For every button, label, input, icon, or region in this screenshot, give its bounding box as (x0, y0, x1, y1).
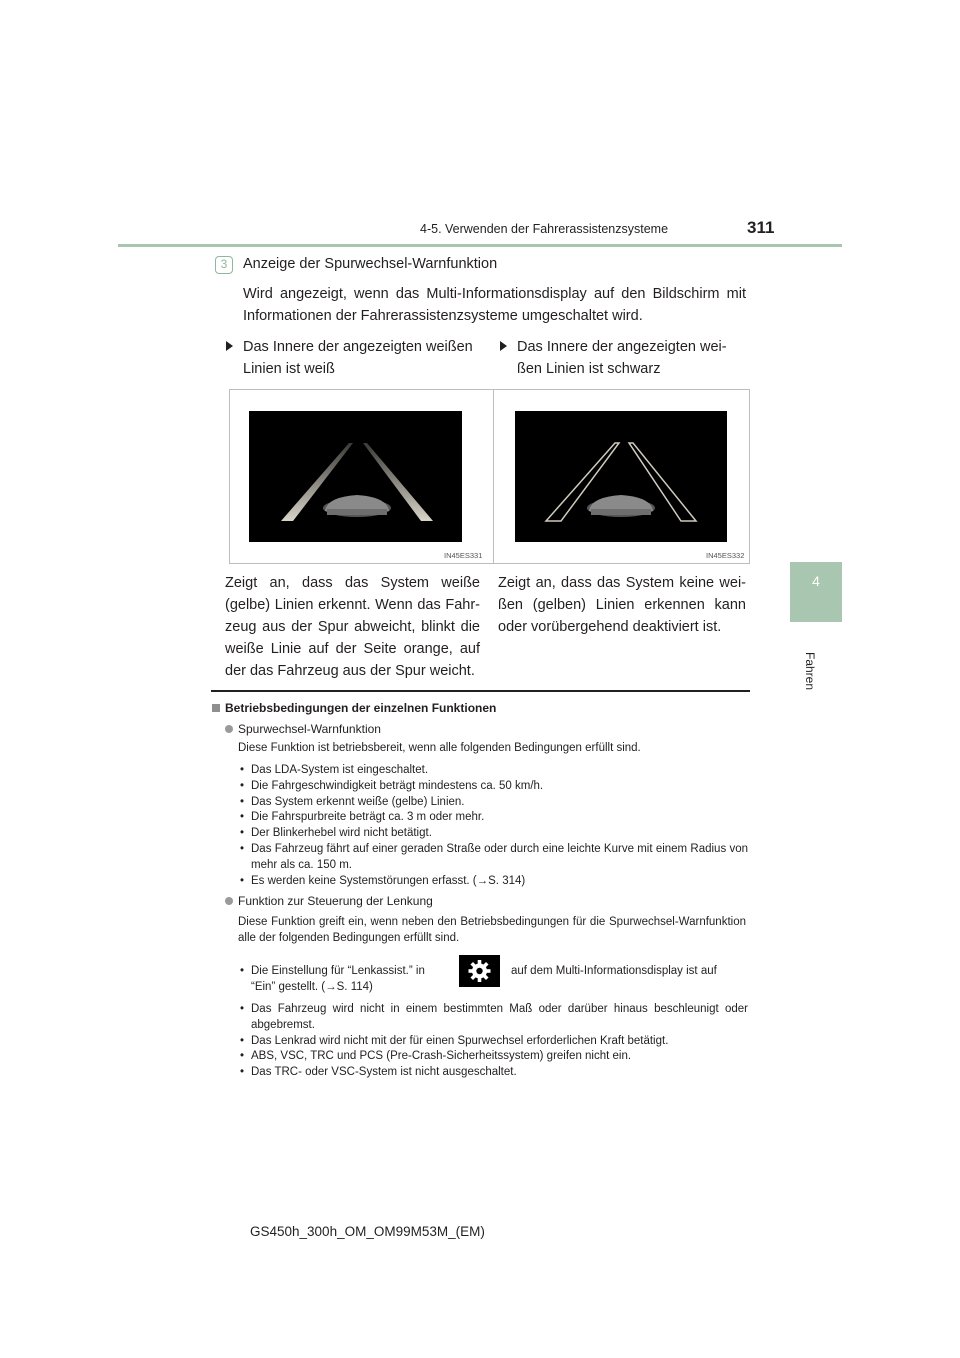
triangle-bullet-icon (226, 341, 233, 351)
item-title: Anzeige der Spurwechsel-Warnfunktion (243, 256, 498, 272)
right-column-heading (517, 336, 745, 380)
subsection-heading (225, 722, 381, 736)
subsection-intro: Diese Funktion greift ein, wenn neben den Betriebsbedingungen für die Spurwechsel-Warnfunktion alle der folgenden Bedingungen erfüllt sind. (238, 916, 746, 944)
figure-code: IN45ES331 (444, 551, 483, 560)
list-item: • ABS, VSC, TRC und PCS (Pre-Crash-Sicherheitssystem) greifen nicht ein. (238, 1049, 748, 1065)
header-section-title: 4-5. Verwenden der Fahrerassistenzsysteme (420, 222, 669, 236)
list-item: • Das Lenkrad wird nicht mit der für einen Spurwechsel erforderlichen Kraft betätigt. (238, 1034, 748, 1050)
list-item: • Das Fahrzeug wird nicht in einem bestimmten Maß oder darüber hinaus beschleunigt oder abgebremst. (238, 1002, 748, 1034)
subsection-heading-text: Spurwechsel-Warnfunktion (238, 722, 381, 736)
list-item: • Das LDA-System ist eingeschaltet. (238, 763, 748, 779)
section-title (212, 701, 496, 715)
left-column-heading-text: Das Innere der angezeigten weißen Linien ist weiß (243, 339, 473, 377)
list-item: • Das System erkennt weiße (gelbe) Linien. (238, 795, 748, 811)
list-item-text: Die Einstellung für “Lenkassist.” in (251, 965, 425, 977)
right-column-text: Zeigt an, dass das System keine wei-ßen (gelben) Linien erkennen kann oder vorübergehend deaktiviert ist. (498, 575, 746, 635)
chapter-label: Fahren (803, 652, 817, 691)
lane-display-icon (515, 411, 727, 542)
list-item: • Es werden keine Systemstörungen erfasst. (→S. 314) (238, 874, 748, 890)
footer-model-code: GS450h_300h_OM_OM99M53M_(EM) (250, 1224, 485, 1239)
section-divider (211, 690, 750, 692)
right-column-heading-text: Das Innere der angezeigten wei-ßen Linien ist schwarz (517, 339, 727, 377)
list-item-text: auf dem Multi-Informationsdisplay ist auf (511, 965, 717, 977)
chapter-number: 4 (812, 573, 820, 589)
circle-bullet-icon (225, 897, 233, 905)
list-item: • Der Blinkerhebel wird nicht betätigt. (238, 826, 748, 842)
list-item-text: “Ein” gestellt. (→S. 114) (251, 981, 373, 993)
condition-list (238, 1002, 748, 1081)
list-item: • Die Fahrspurbreite beträgt ca. 3 m oder mehr. (238, 810, 748, 826)
chapter-tab (790, 562, 842, 622)
triangle-bullet-icon (500, 341, 507, 351)
gear-icon (459, 955, 500, 987)
left-column-text: Zeigt an, dass das System weiße (gelbe) Linien erkennt. Wenn das Fahr-zeug aus der Spur abweicht, blinkt die weiße Linie auf der Seite orange, auf der das Fahrzeug aus der Spur weicht. (225, 575, 480, 679)
settings-gear-icon-box (459, 955, 500, 987)
lane-display-icon (249, 411, 462, 542)
square-bullet-icon (212, 704, 220, 712)
display-illustration-black-lines (515, 411, 727, 542)
list-item: • Das TRC- oder VSC-System ist nicht ausgeschaltet. (238, 1065, 748, 1081)
subsection-heading (225, 894, 433, 908)
figure-code: IN45ES332 (706, 551, 745, 560)
left-column-heading (243, 336, 483, 380)
subsection-intro: Diese Funktion ist betriebsbereit, wenn alle folgenden Bedingungen erfüllt sind. (238, 742, 641, 754)
list-item: • Das Fahrzeug fährt auf einer geraden Straße oder durch eine leichte Kurve mit einem Radius von mehr als ca. 150 m. (238, 842, 748, 874)
item-description: Wird angezeigt, wenn das Multi-Informationsdisplay auf den Bildschirm mit Informationen der Fahrerassistenzsysteme umgeschaltet wird. (243, 286, 746, 324)
display-illustration-white-lines (249, 411, 462, 542)
item-number-badge: 3 (215, 256, 233, 274)
list-item: • Die Fahrgeschwindigkeit beträgt mindestens ca. 50 km/h. (238, 779, 748, 795)
condition-list (238, 763, 748, 889)
figure-divider (493, 389, 494, 564)
header-rule (118, 244, 842, 247)
page-number: 311 (747, 218, 775, 237)
section-title-text: Betriebsbedingungen der einzelnen Funktionen (225, 701, 497, 715)
circle-bullet-icon (225, 725, 233, 733)
subsection-heading-text: Funktion zur Steuerung der Lenkung (238, 894, 433, 908)
